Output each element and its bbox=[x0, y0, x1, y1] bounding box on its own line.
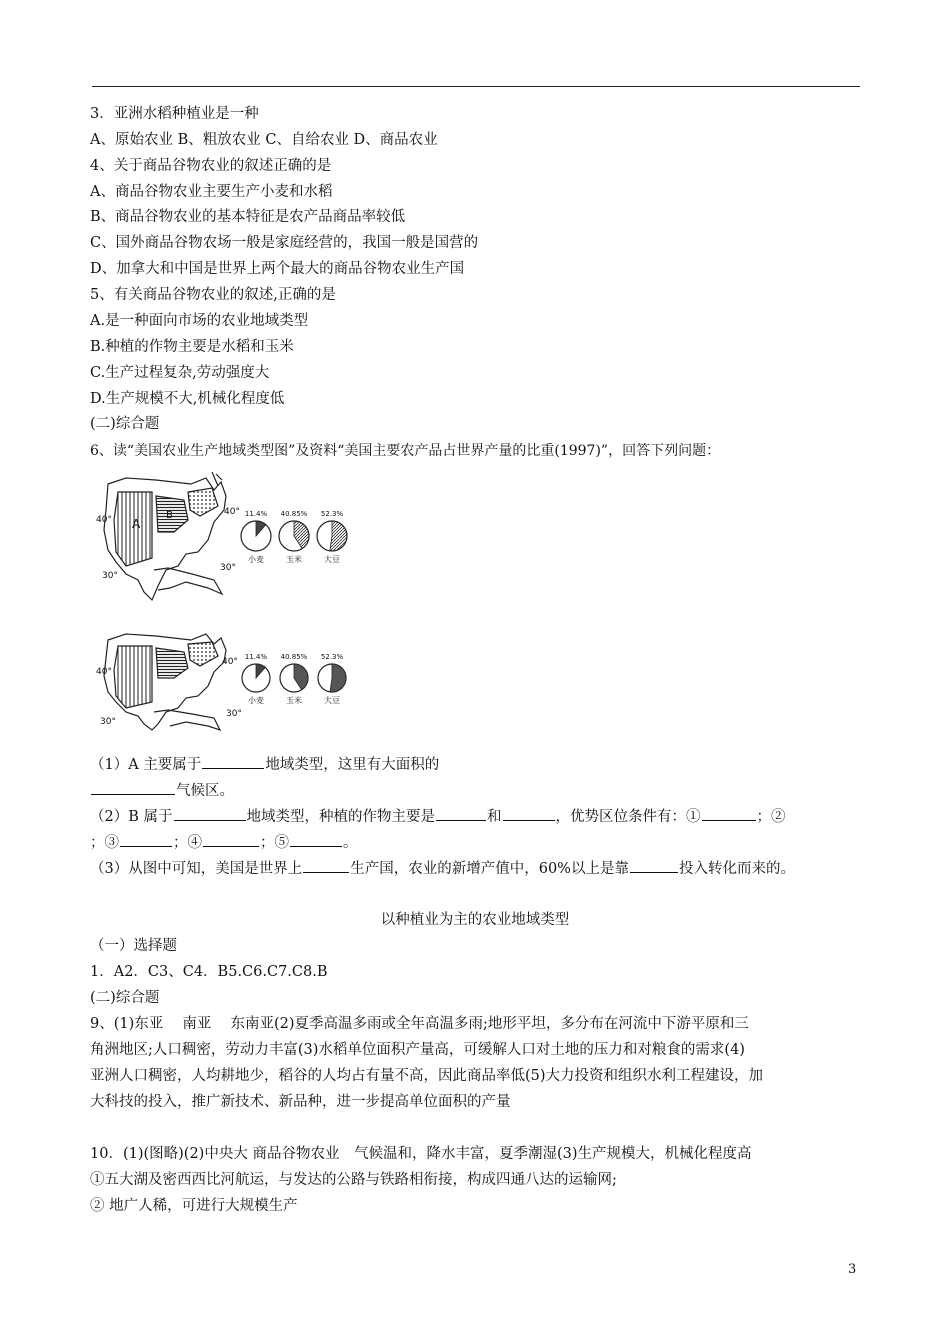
answer-9-line-4: 大科技的投入，推广新技术、新品种，进一步提高单位面积的产量 bbox=[90, 1094, 511, 1110]
map-label-a: A bbox=[132, 517, 141, 531]
q6-p3-text-c: 投入转化而来的。 bbox=[678, 861, 795, 877]
lat-40-right: 40° bbox=[224, 507, 240, 517]
question-4-option-a: A、商品谷物农业主要生产小麦和水稻 bbox=[90, 184, 333, 200]
blank-4[interactable] bbox=[436, 806, 486, 821]
question-3: 3．亚洲水稻种植业是一种 bbox=[90, 106, 259, 122]
answer-10-line-1: 10．(1)(图略)(2)中央大 商品谷物农业 气候温和，降水丰富，夏季潮湿(3)生产规模大，机械化程度高 bbox=[90, 1146, 752, 1162]
blank-2[interactable] bbox=[91, 780, 175, 795]
question-4-option-d: D、加拿大和中国是世界上两个最大的商品谷物农业生产国 bbox=[90, 261, 465, 277]
map2-lat-30-right: 30° bbox=[226, 709, 242, 719]
blank-5[interactable] bbox=[503, 806, 555, 821]
question-5-option-c: C.生产过程复杂,劳动强度大 bbox=[90, 365, 270, 381]
answers-section-choice: （一）选择题 bbox=[90, 938, 177, 954]
pie-2-pct-label-2: 52.3% bbox=[320, 653, 344, 661]
question-4-option-c: C、国外商品谷物农场一般是家庭经营的，我国一般是国营的 bbox=[90, 235, 479, 251]
blank-10[interactable] bbox=[303, 858, 349, 873]
answer-9-line-2: 角洲地区;人口稠密，劳动力丰富(3)水稻单位面积产量高，可缓解人口对土地的压力和对粮食的需求(4) bbox=[90, 1042, 745, 1058]
pie-2-pct-label-0: 11.4% bbox=[244, 653, 268, 661]
pie-2-name-1: 玉米 bbox=[286, 696, 302, 705]
answer-10-line-2: ①五大湖及密西西比河航运，与发达的公路与铁路相衔接，构成四通八达的运输网; bbox=[90, 1172, 617, 1188]
pie-1-name-1: 玉米 bbox=[286, 555, 302, 564]
lat-30-right: 30° bbox=[220, 563, 236, 573]
q6-p1-text-c: 气候区。 bbox=[176, 783, 234, 799]
us-map bbox=[104, 472, 226, 600]
answer-9-line-1: 9、(1)东亚 南亚 东南亚(2)夏季高温多雨或全年高温多雨;地形平坦，多分布在河流中下游平原和三 bbox=[90, 1016, 749, 1032]
q6-p2-text-i: 。 bbox=[343, 835, 358, 851]
map2-lat-30-left: 30° bbox=[100, 717, 116, 727]
q6-p1-text-b: 地域类型，这里有大面积的 bbox=[265, 757, 440, 773]
blank-11[interactable] bbox=[630, 858, 678, 873]
header-rule bbox=[92, 86, 860, 87]
blank-3[interactable] bbox=[174, 806, 246, 821]
q6-p1-text-a: （1）A 主要属于 bbox=[90, 757, 202, 773]
pie-1-name-2: 大豆 bbox=[324, 555, 340, 564]
lat-30-left: 30° bbox=[102, 571, 118, 581]
q6-p2-text-b: 地域类型，种植的作物主要是 bbox=[246, 809, 435, 825]
lat-40-left: 40° bbox=[96, 515, 112, 525]
blank-9[interactable] bbox=[290, 832, 342, 847]
pie-group-1 bbox=[241, 510, 347, 564]
q6-p3-text-b: 生产国，农业的新增产值中，60%以上是靠 bbox=[350, 861, 629, 877]
answers-title: 以种植业为主的农业地域类型 bbox=[380, 912, 570, 928]
q6-p2-text-a: （2）B 属于 bbox=[90, 809, 173, 825]
map2-lat-40-left: 40° bbox=[96, 667, 112, 677]
answer-9-line-3: 亚洲人口稠密，人均耕地少，稻谷的人均占有量不高，因此商品率低(5)大力投资和组织水利工程建设，加 bbox=[90, 1068, 764, 1084]
q6-part-2-line-2 bbox=[90, 832, 358, 853]
question-3-options: A、原始农业 B、粗放农业 C、自给农业 D、商品农业 bbox=[90, 132, 438, 148]
q6-p2-text-f: ；③ bbox=[90, 835, 119, 851]
question-5-option-d: D.生产规模不大,机械化程度低 bbox=[90, 391, 285, 407]
pie-group-2 bbox=[242, 653, 346, 705]
pie-2-name-0: 小麦 bbox=[248, 696, 264, 705]
pie-1-pct-label-1: 40.85% bbox=[280, 510, 308, 518]
pie-1-slice-2 bbox=[330, 521, 347, 551]
question-5-option-b: B.种植的作物主要是水稻和玉米 bbox=[90, 339, 294, 355]
q6-p2-text-d: ，优势区位条件有：① bbox=[555, 809, 701, 825]
q6-p3-text-a: （3）从图中可知，美国是世界上 bbox=[90, 861, 303, 877]
question-4-option-b: B、商品谷物农业的基本特征是农产品商品率较低 bbox=[90, 209, 406, 225]
q6-part-3 bbox=[90, 858, 795, 879]
answers-section-comprehensive: (二)综合题 bbox=[90, 990, 160, 1006]
q6-p2-text-e: ；② bbox=[756, 809, 786, 825]
pie-2-slice-2 bbox=[330, 664, 346, 692]
answers-choice: 1．A2．C3、C4．B5.C6.C7.C8.B bbox=[90, 964, 328, 980]
question-6: 6、读“美国农业生产地域类型图”及资料“美国主要农产品占世界产量的比重(1997)”，回答下列问题： bbox=[90, 443, 721, 459]
blank-1[interactable] bbox=[202, 754, 264, 769]
q6-p2-text-g: ；④ bbox=[173, 835, 202, 851]
pie-1-name-0: 小麦 bbox=[248, 555, 264, 564]
q6-part-1-line-2 bbox=[90, 780, 234, 801]
q6-part-2-line-1 bbox=[90, 806, 786, 827]
us-map-2 bbox=[104, 634, 226, 730]
us-agriculture-figure-1 bbox=[96, 470, 376, 614]
q6-p2-text-c: 和 bbox=[487, 809, 502, 825]
pie-1-pct-label-2: 52.3% bbox=[320, 510, 344, 518]
blank-6[interactable] bbox=[702, 806, 756, 821]
page-number: 3 bbox=[848, 1262, 857, 1277]
q6-p2-text-h: ；⑤ bbox=[260, 835, 289, 851]
section-heading-comprehensive: (二)综合题 bbox=[90, 416, 160, 432]
pie-2-pct-label-1: 40.85% bbox=[280, 653, 308, 661]
blank-7[interactable] bbox=[120, 832, 172, 847]
us-agriculture-figure-2 bbox=[96, 626, 376, 740]
map2-lat-40-right: 40° bbox=[222, 657, 238, 667]
question-5: 5、有关商品谷物农业的叙述,正确的是 bbox=[90, 287, 336, 303]
question-4: 4、关于商品谷物农业的叙述正确的是 bbox=[90, 158, 332, 174]
question-5-option-a: A.是一种面向市场的农业地域类型 bbox=[90, 313, 309, 329]
blank-8[interactable] bbox=[203, 832, 259, 847]
map-label-b: B bbox=[166, 510, 173, 521]
pie-1-pct-label-0: 11.4% bbox=[244, 510, 268, 518]
q6-part-1-line-1 bbox=[90, 754, 439, 775]
pie-2-name-2: 大豆 bbox=[324, 696, 340, 705]
answer-10-line-3: ② 地广人稀，可进行大规模生产 bbox=[90, 1198, 298, 1214]
